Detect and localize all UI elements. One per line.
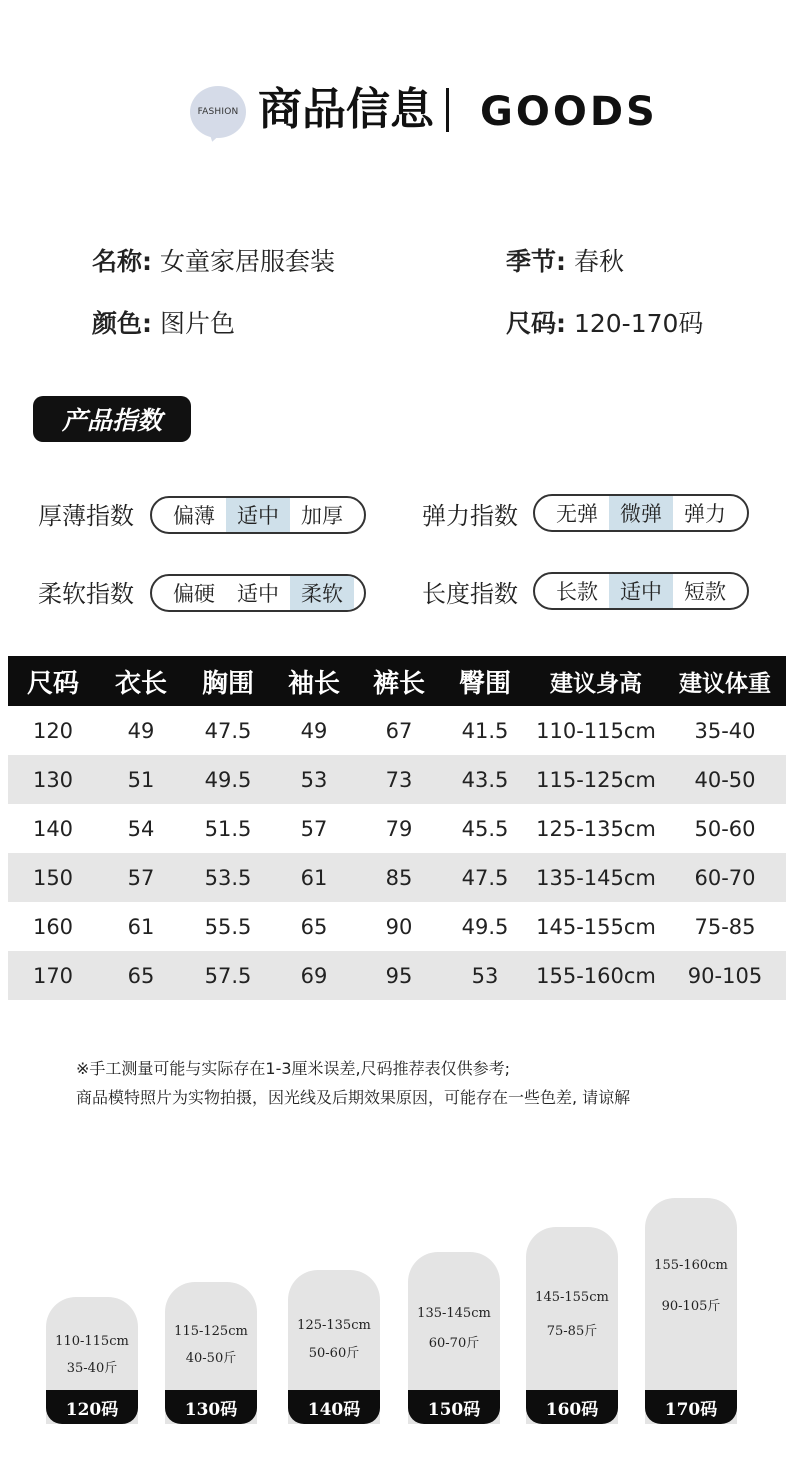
table-row xyxy=(8,804,786,853)
table-cell: 35-40 xyxy=(694,718,756,743)
index-pill-softness xyxy=(150,574,366,612)
table-cell: 120 xyxy=(32,718,74,743)
table-cell: 150 xyxy=(32,865,74,890)
index-option: 加厚 xyxy=(301,504,343,528)
size-bar-height: 115-125cm xyxy=(174,1324,248,1339)
size-bar-height: 135-145cm xyxy=(417,1306,491,1321)
table-cell: 53.5 xyxy=(204,865,252,890)
table-cell: 67 xyxy=(385,718,413,743)
index-label-softness: 柔软指数 xyxy=(38,580,134,608)
size-bar-150 xyxy=(408,1252,500,1424)
index-label-elasticity: 弹力指数 xyxy=(422,502,518,530)
table-cell: 49 xyxy=(300,718,328,743)
info-color xyxy=(92,308,235,340)
size-bar-130 xyxy=(165,1282,257,1424)
size-table xyxy=(8,656,786,1000)
table-header-cell: 袖长 xyxy=(287,668,340,699)
table-cell: 53 xyxy=(300,767,328,792)
fashion-badge xyxy=(190,86,246,138)
table-cell: 90 xyxy=(385,914,413,939)
page-title: 商品信息 xyxy=(258,84,434,135)
index-label-length: 长度指数 xyxy=(422,580,518,608)
table-cell: 90-105 xyxy=(687,963,763,988)
index-pill-thickness xyxy=(150,496,366,534)
size-bar-weight: 35-40斤 xyxy=(66,1361,118,1376)
table-header-cell: 胸围 xyxy=(201,668,254,699)
table-cell: 49.5 xyxy=(461,914,509,939)
fashion-badge-label: FASHION xyxy=(197,107,239,117)
table-cell: 65 xyxy=(127,963,155,988)
size-bar-height: 155-160cm xyxy=(654,1258,728,1273)
table-cell: 110-115cm xyxy=(536,718,656,743)
table-row xyxy=(8,706,786,755)
size-bar-weight: 40-50斤 xyxy=(185,1351,237,1366)
size-bar-160 xyxy=(526,1227,618,1424)
index-option: 偏硬 xyxy=(173,582,215,606)
table-cell: 49 xyxy=(127,718,155,743)
size-bar-label: 120码 xyxy=(46,1390,138,1424)
size-bar-label: 170码 xyxy=(645,1390,737,1424)
info-size-value: 120-170码 xyxy=(573,309,704,338)
index-option: 弹力 xyxy=(684,502,726,526)
index-option: 微弹 xyxy=(609,496,673,530)
index-option: 适中 xyxy=(237,582,279,606)
table-header-cell: 建议身高 xyxy=(550,670,642,697)
index-pill-length xyxy=(533,572,749,610)
table-cell: 43.5 xyxy=(461,767,509,792)
table-cell: 57.5 xyxy=(204,963,252,988)
table-cell: 54 xyxy=(127,816,155,841)
info-name-key: 名称: xyxy=(92,247,152,276)
table-cell: 51 xyxy=(127,767,155,792)
index-option: 柔软 xyxy=(290,576,354,610)
note-color: 商品模特照片为实物拍摄，因光线及后期效果原因，可能存在一些色差, 请谅解 xyxy=(76,1088,631,1107)
index-option: 无弹 xyxy=(556,502,598,526)
table-cell: 95 xyxy=(385,963,413,988)
table-cell: 130 xyxy=(32,767,74,792)
size-bar-height: 125-135cm xyxy=(297,1318,371,1333)
info-season-key: 季节: xyxy=(506,247,566,276)
table-cell: 155-160cm xyxy=(536,963,656,988)
table-cell: 40-50 xyxy=(694,767,756,792)
table-cell: 61 xyxy=(300,865,328,890)
size-bar-weight: 60-70斤 xyxy=(428,1336,480,1351)
info-color-value: 图片色 xyxy=(159,309,235,338)
table-cell: 145-155cm xyxy=(536,914,656,939)
size-bar-weight: 50-60斤 xyxy=(308,1346,360,1361)
size-bar-label: 160码 xyxy=(526,1390,618,1424)
table-cell: 45.5 xyxy=(461,816,509,841)
table-header-cell: 建议体重 xyxy=(679,670,771,697)
table-cell: 69 xyxy=(300,963,328,988)
table-cell: 140 xyxy=(32,816,74,841)
table-cell: 49.5 xyxy=(204,767,252,792)
table-cell: 115-125cm xyxy=(536,767,656,792)
table-cell: 57 xyxy=(127,865,155,890)
title-divider xyxy=(446,88,449,132)
table-cell: 65 xyxy=(300,914,328,939)
table-header-cell: 裤长 xyxy=(372,668,425,699)
size-bar-label: 140码 xyxy=(288,1390,380,1424)
table-cell: 79 xyxy=(385,816,413,841)
index-pill-elasticity xyxy=(533,494,749,532)
index-option: 长款 xyxy=(556,580,598,604)
size-bar-label: 130码 xyxy=(165,1390,257,1424)
product-index-label: 产品指数 xyxy=(33,396,191,442)
table-cell: 57 xyxy=(300,816,328,841)
size-bar-label: 150码 xyxy=(408,1390,500,1424)
table-cell: 160 xyxy=(32,914,74,939)
info-name-value: 女童家居服套装 xyxy=(159,247,335,276)
table-cell: 135-145cm xyxy=(536,865,656,890)
note-measurement: ※手工测量可能与实际存在1-3厘米误差,尺码推荐表仅供参考; xyxy=(76,1059,511,1078)
table-row xyxy=(8,853,786,902)
info-size-key: 尺码: xyxy=(506,309,566,338)
table-cell: 170 xyxy=(32,963,74,988)
index-option: 偏薄 xyxy=(173,504,215,528)
size-bar-weight: 75-85斤 xyxy=(546,1324,598,1339)
info-color-key: 颜色: xyxy=(92,309,152,338)
size-bar-height: 145-155cm xyxy=(535,1290,609,1305)
size-bar-weight: 90-105斤 xyxy=(661,1299,721,1314)
index-option: 适中 xyxy=(609,574,673,608)
table-cell: 55.5 xyxy=(204,914,252,939)
info-name xyxy=(92,246,335,278)
table-header-cell: 尺码 xyxy=(26,668,79,699)
table-cell: 41.5 xyxy=(461,718,509,743)
table-cell: 51.5 xyxy=(204,816,252,841)
table-row xyxy=(8,755,786,804)
page-title-en: GOODS xyxy=(480,89,658,135)
table-cell: 75-85 xyxy=(694,914,756,939)
index-option: 短款 xyxy=(684,580,726,604)
size-bar-140 xyxy=(288,1270,380,1424)
size-bar-height: 110-115cm xyxy=(55,1334,129,1349)
info-season-value: 春秋 xyxy=(573,247,624,276)
index-label-thickness: 厚薄指数 xyxy=(38,502,134,530)
table-header-cell: 臀围 xyxy=(458,668,511,699)
size-table-header xyxy=(8,656,786,706)
index-option: 适中 xyxy=(226,498,290,532)
table-header-cell: 衣长 xyxy=(114,668,167,699)
info-season xyxy=(506,246,624,278)
table-cell: 50-60 xyxy=(694,816,756,841)
info-size xyxy=(506,308,703,340)
size-bar-120 xyxy=(46,1297,138,1424)
table-cell: 53 xyxy=(471,963,499,988)
table-cell: 85 xyxy=(385,865,413,890)
table-cell: 60-70 xyxy=(694,865,756,890)
table-row xyxy=(8,951,786,1000)
table-cell: 47.5 xyxy=(204,718,252,743)
table-cell: 47.5 xyxy=(461,865,509,890)
table-cell: 125-135cm xyxy=(536,816,656,841)
size-bar-170 xyxy=(645,1198,737,1424)
table-row xyxy=(8,902,786,951)
table-cell: 61 xyxy=(127,914,155,939)
table-cell: 73 xyxy=(385,767,413,792)
